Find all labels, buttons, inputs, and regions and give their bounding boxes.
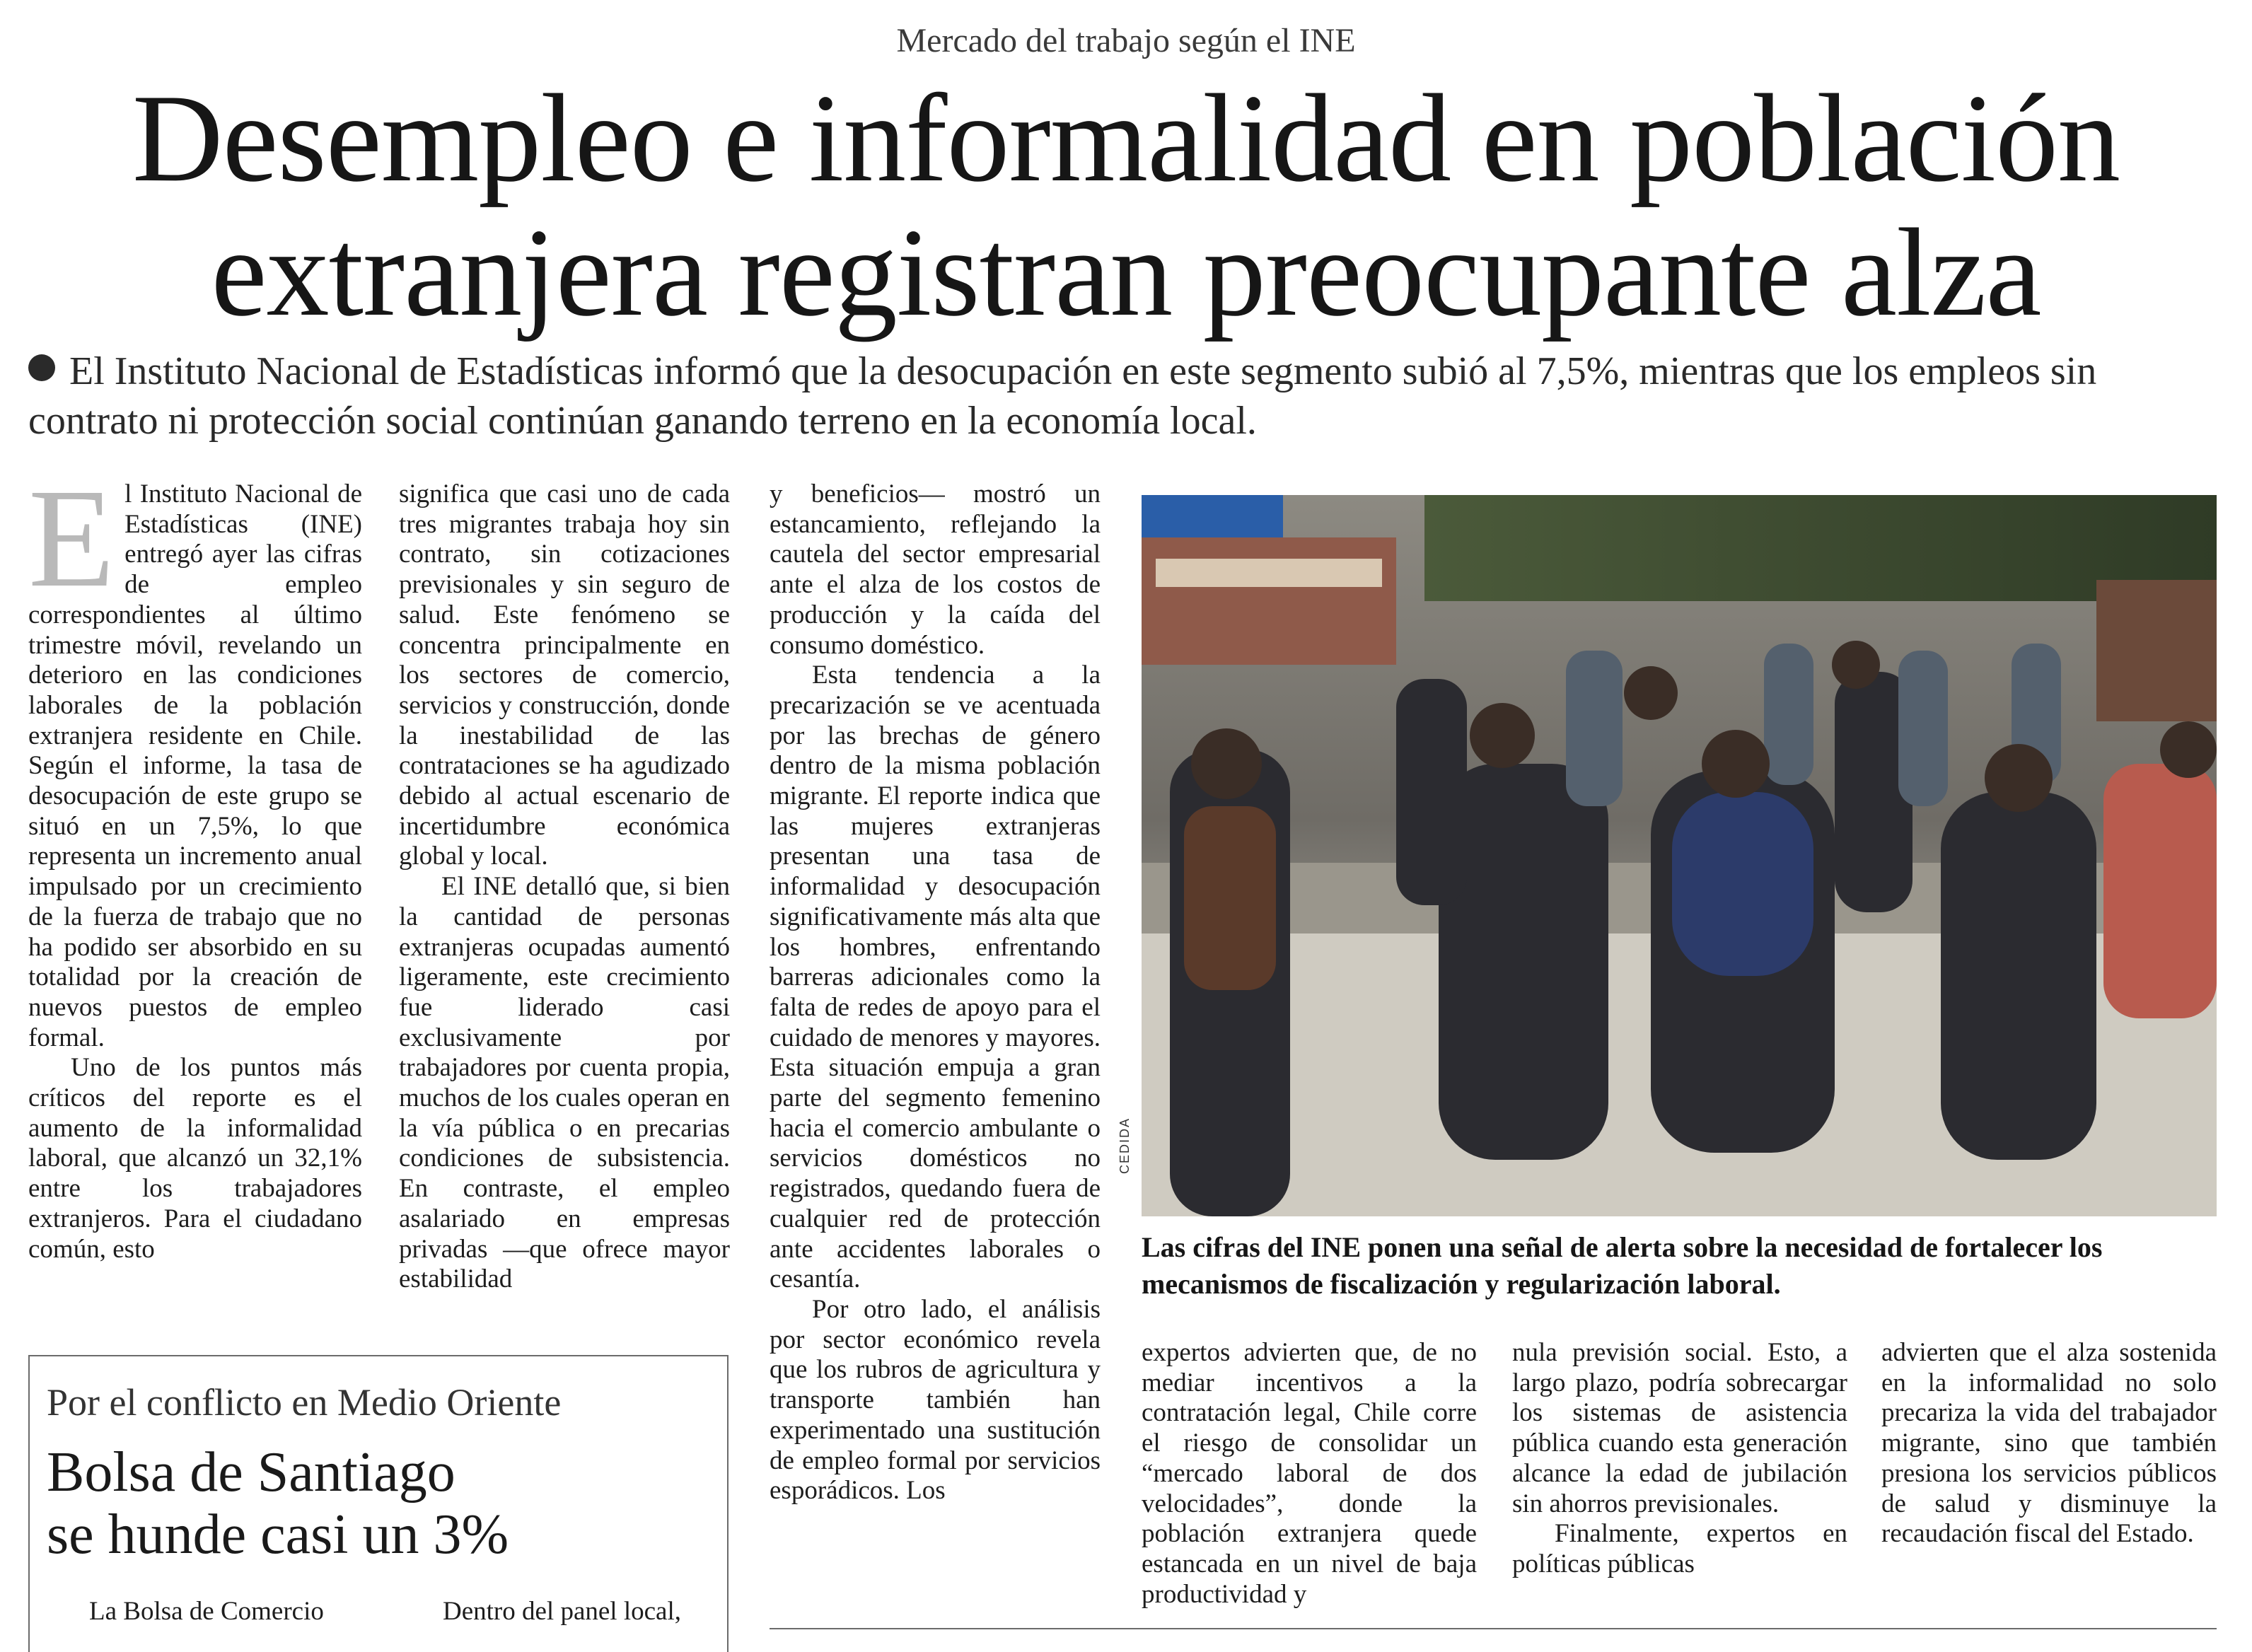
lead-text: El Instituto Nacional de Estadísticas informó que la desocupación en este segmento subió al 7,5%, mientras que los empleos sin contrato ni protección social continúan ganando terreno en la economía local.: [28, 349, 2097, 443]
paragraph: Por otro lado, el análisis por sector económico revela que los rubros de agricultura y transporte también han experimentado una sustitución de empleo formal por servicios esporádicos. Los: [770, 1294, 1101, 1506]
sidebar-column-1: La Bolsa de Comercio: [89, 1597, 324, 1626]
photo-caption: Las cifras del INE ponen una señal de alerta sobre la necesidad de fortalecer los mecanismos de fiscalización y regularización laboral.: [1142, 1231, 2103, 1300]
drop-cap: E: [28, 460, 115, 617]
sidebar-article-box: [28, 1355, 729, 1652]
paragraph: y beneficios— mostró un estancamiento, reflejando la cautela del sector empresarial ante el alza de los costos de producción y la caída del consumo doméstico.: [770, 479, 1101, 660]
paragraph: nula previsión social. Esto, a largo plazo, podría sobrecargar los sistemas de asistencia pública cuando esta generación alcance la edad de jubilación sin ahorros previsionales.: [1512, 1338, 1847, 1518]
headline-line-2: extranjera registran preocupante alza: [211, 202, 2041, 342]
article-headline: [28, 68, 2224, 342]
bullet-icon: [28, 354, 55, 381]
article-column-2: [399, 479, 730, 1295]
headline-line-1: Desempleo e informalidad en población: [132, 68, 2120, 208]
article-column-5: [1512, 1338, 1847, 1580]
article-lead: [28, 347, 2221, 446]
photo-credit: CEDIDA: [1118, 1117, 1132, 1174]
paragraph: expertos advierten que, de no mediar incentivos a la contratación legal, Chile corre el riesgo de consolidar un “mercado laboral de dos velocidades”, donde la población extranjera quede estancada en un nivel de baja productividad y: [1142, 1338, 1477, 1609]
paragraph: El Instituto Nacional de Estadísticas (INE) entregó ayer las cifras de empleo correspondientes al último trimestre móvil, revelando un deterioro en las condiciones laborales de la población extranjera residente en Chile. Según el informe, la tasa de desocupación de este grupo se situó en un 7,5%, lo que representa un incremento anual impulsado por un crecimiento de la fuerza de trabajo que no ha podido ser absorbido en su totalidad por la creación de nuevos puestos de empleo formal.: [28, 460, 362, 1052]
paragraph: Finalmente, expertos en políticas públicas: [1512, 1519, 1847, 1578]
paragraph: advierten que el alza sostenida en la informalidad no solo precariza la vida del trabajador migrante, sino que también presiona los servicios públicos de salud y disminuye la recaudación fiscal del Estado.: [1881, 1338, 2217, 1549]
paragraph: significa que casi uno de cada tres migrantes trabaja hoy sin contrato, sin cotizaciones previsionales y sin seguro de salud. Este fenómeno se concentra principalmente en los sectores de comercio, servicios y construcción, donde la inestabilidad de las contrataciones se ha agudizado debido al actual escenario de incertidumbre económica global y local.: [399, 479, 730, 871]
sidebar-kicker: Por el conflicto en Medio Oriente: [47, 1381, 562, 1424]
sidebar-column-2: Dentro del panel local,: [443, 1597, 681, 1626]
article-column-4: [1142, 1338, 1477, 1610]
article-column-3: [770, 479, 1101, 1506]
sidebar-headline: [47, 1441, 712, 1566]
article-column-1: [28, 460, 362, 1264]
sidebar-headline-line-2: se hunde casi un 3%: [47, 1503, 509, 1566]
article-kicker: Mercado del trabajo según el INE: [896, 22, 1356, 59]
paragraph: El INE detalló que, si bien la cantidad de personas extranjeras ocupadas aumentó ligeramente, este crecimiento fue liderado casi exclusivamente por trabajadores por cuenta propia, muchos de los cuales operan en la vía pública o en precarias condiciones de subsistencia. En contraste, el empleo asalariado en empresas privadas —que ofrece mayor estabilidad: [399, 872, 730, 1294]
sidebar-headline-line-1: Bolsa de Santiago: [47, 1441, 455, 1503]
paragraph: Uno de los puntos más críticos del reporte es el aumento de la informalidad laboral, que alcanzó un 32,1% entre los trabajadores extranjeros. Para el ciudadano común, esto: [28, 1053, 362, 1264]
article-column-6: [1881, 1338, 2217, 1549]
paragraph: Esta tendencia a la precarización se ve acentuada por las brechas de género dentro de la misma población migrante. El reporte indica que las mujeres extranjeras presentan una tasa de informalidad y desocupación significativamente más alta que los hombres, enfrentando barreras adicionales como la falta de redes de apoyo para el cuidado de menores y mayores. Esta situación empuja a gran parte del segmento femenino hacia el comercio ambulante o servicios domésticos no registrados, quedando fuera de cualquier red de protección ante accidentes laborales o cesantía.: [770, 661, 1101, 1294]
bottom-rule: [770, 1628, 2217, 1629]
street-crowd-photo: [1142, 495, 2217, 1216]
